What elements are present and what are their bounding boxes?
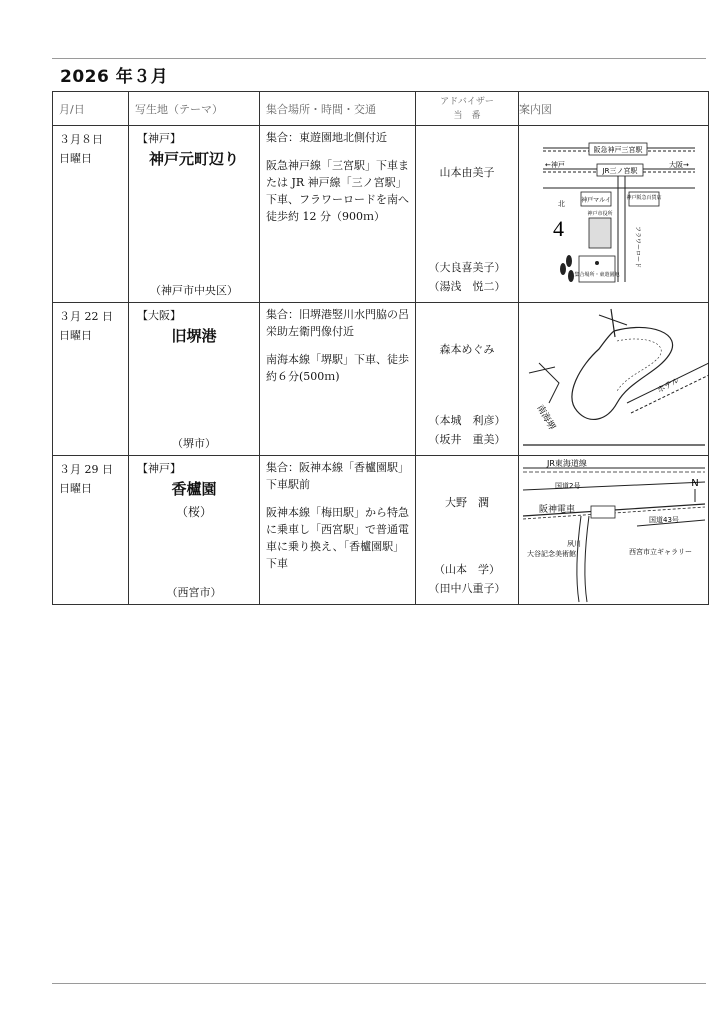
svg-text:JR三ノ宮駅: JR三ノ宮駅 [602, 167, 638, 175]
svg-text:阪神電車: 阪神電車 [539, 505, 576, 515]
advisor-cell [416, 456, 519, 605]
date-cell: ３月８日 日曜日 [53, 126, 129, 303]
svg-text:神戸阪急百貨店: 神戸阪急百貨店 [626, 195, 662, 201]
svg-text:西宮市立ギャラリー: 西宮市立ギャラリー [629, 548, 692, 556]
place-name: 旧堺港 [171, 327, 217, 345]
access-text: 阪急神戸線「三宮駅」下車または JR 神戸線「三ノ宮駅」下車、フラワーロードを南へ徒歩約 12 分（900ｍ） [266, 159, 409, 223]
top-rule [52, 58, 706, 59]
svg-text:JR東海道線: JR東海道線 [547, 459, 587, 468]
header-place: 写生地（テーマ） [129, 92, 260, 126]
bottom-rule [52, 983, 706, 984]
advisor-name: 大野 潤 [445, 496, 489, 509]
svg-text:大阪→: 大阪→ [669, 161, 689, 169]
city-label: （神戸市中央区） [150, 284, 238, 297]
table-row [53, 126, 709, 303]
map-kobe-motomachi [519, 126, 709, 302]
place-cell: 【神戸】 神戸元町辺り （神戸市中央区） [129, 126, 260, 303]
svg-text:ホテル: ホテル [655, 375, 681, 395]
map-cell [519, 126, 709, 303]
schedule-table [52, 91, 709, 605]
date-cell: ３月 22 日 日曜日 [53, 303, 129, 456]
svg-text:夙川: 夙川 [567, 540, 581, 548]
header-advisor: アドバイザー 当 番 [416, 92, 519, 126]
access-text: 南海本線「堺駅」下車、徒歩約６分(500ｍ) [266, 353, 409, 383]
duty-name: （坂井 重美） [428, 433, 506, 446]
meeting-point: 集合：阪神本線「香櫨園駅」下車駅前 [266, 461, 409, 491]
table-row [53, 303, 709, 456]
header-row [53, 92, 709, 126]
advisor-name: 山本由美子 [439, 166, 495, 179]
svg-text:N: N [691, 478, 699, 489]
date-cell: ３月 29 日 日曜日 [53, 456, 129, 605]
header-meeting: 集合場所・時間・交通 [260, 92, 416, 126]
header-map: 案内図 [519, 92, 709, 126]
access-text: 阪神本線「梅田駅」から特急に乗車し「西宮駅」で普通電車に乗り換え、「香櫨園駅」下車 [266, 506, 409, 570]
duty-name: （田中八重子） [428, 582, 506, 595]
svg-text:大谷記念美術館: 大谷記念美術館 [527, 550, 576, 558]
map-sakai-port [519, 303, 709, 455]
place-theme: （桜） [175, 505, 212, 519]
meeting-cell [260, 126, 416, 303]
table-row [53, 456, 709, 605]
svg-text:神戸マルイ: 神戸マルイ [581, 197, 611, 204]
city-label: （堺市） [172, 437, 216, 450]
duty-name: （本城 利彦） [428, 414, 506, 427]
place-cell: 【大阪】 旧堺港 （堺市） [129, 303, 260, 456]
page-title: 2026 年３月 [60, 67, 169, 87]
duty-name: （山本 学） [434, 563, 500, 576]
meeting-cell [260, 303, 416, 456]
map-cell [519, 303, 709, 456]
svg-text:神戸市役所: 神戸市役所 [587, 211, 613, 217]
map-cell [519, 456, 709, 605]
svg-text:北: 北 [558, 200, 565, 208]
svg-text:南海堺: 南海堺 [534, 403, 557, 432]
svg-text:4: 4 [553, 216, 564, 241]
meeting-cell [260, 456, 416, 605]
meeting-point: 集合：旧堺港竪川水門脇の呂栄助左衛門像付近 [266, 308, 409, 338]
svg-text:フラワーロード: フラワーロード [634, 226, 641, 269]
place-cell: 【神戸】 香櫨園 （桜） （西宮市） [129, 456, 260, 605]
city-label: （西宮市） [166, 586, 222, 599]
meeting-point: 集合：東遊園地北側付近 [266, 131, 387, 144]
duty-name: （大良喜美子） [428, 261, 506, 274]
advisor-cell [416, 126, 519, 303]
header-date: 月/日 [53, 92, 129, 126]
svg-text:←神戸: ←神戸 [545, 161, 565, 169]
advisor-cell [416, 303, 519, 456]
map-koroen [519, 456, 709, 604]
svg-text:国道43号: 国道43号 [649, 516, 679, 524]
svg-text:阪急神戸三宮駅: 阪急神戸三宮駅 [593, 146, 643, 154]
advisor-name: 森本めぐみ [439, 343, 495, 356]
svg-text:集合場所・東遊園地: 集合場所・東遊園地 [574, 272, 620, 278]
svg-text:国道2号: 国道2号 [555, 482, 581, 490]
place-name: 神戸元町辺り [148, 150, 239, 168]
place-name: 香櫨園 [171, 480, 217, 498]
duty-name: （湯浅 悦二） [428, 280, 506, 293]
